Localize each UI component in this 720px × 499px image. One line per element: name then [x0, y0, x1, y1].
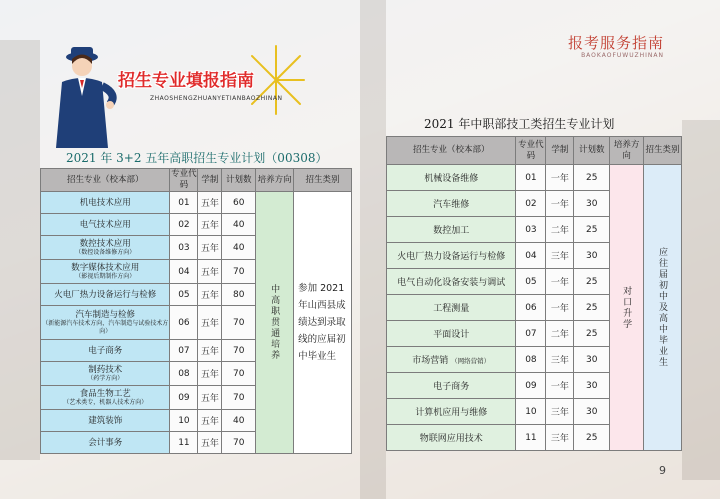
duration: 三年	[546, 347, 574, 373]
plan-count: 80	[222, 284, 256, 306]
background-building	[682, 120, 720, 480]
major-code: 03	[170, 236, 198, 260]
column-header: 招生专业（校本部）	[387, 137, 516, 165]
major-name	[41, 362, 170, 386]
major-name	[41, 306, 170, 340]
major-name-text: 数控技术应用	[79, 238, 131, 249]
column-header: 招生类别	[294, 169, 352, 192]
enrollment-category-text: 参加 2021 年山西县成绩达到录取线的应届初中毕业生	[298, 283, 346, 362]
firework-icon	[246, 42, 306, 118]
major-name: 机械设备维修	[387, 165, 516, 191]
major-code: 05	[516, 269, 546, 295]
major-name: 物联网应用技术	[387, 425, 516, 451]
right-table-title: 2021 年中职部技工类招生专业计划	[424, 117, 615, 131]
major-code: 07	[516, 321, 546, 347]
major-code: 04	[170, 260, 198, 284]
column-header: 专业代码	[171, 169, 197, 190]
banner-subtitle: ZHAOSHENGZHUANYETIANBAOZHINAN	[150, 95, 283, 102]
duration: 五年	[198, 236, 222, 260]
plan-count: 70	[222, 432, 256, 454]
banner-title: 招生专业填报指南	[118, 71, 254, 91]
plan-count: 70	[222, 362, 256, 386]
table-row	[41, 192, 352, 214]
duration: 一年	[546, 165, 574, 191]
major-code: 01	[516, 165, 546, 191]
major-name	[387, 347, 516, 373]
major-code: 11	[516, 425, 546, 451]
duration: 一年	[546, 269, 574, 295]
plan-count: 25	[574, 269, 610, 295]
major-name	[41, 236, 170, 260]
column-header: 计划数	[222, 169, 256, 192]
major-name: 电气自动化设备安装与调试	[387, 269, 516, 295]
page-number: 9	[659, 464, 666, 477]
major-name-text: 电气技术应用	[79, 219, 131, 230]
major-name-text: 食品生物工艺	[79, 388, 131, 399]
major-name-text: 汽车制造与检修	[75, 309, 135, 320]
column-header: 招生类别	[644, 137, 682, 165]
plan-count: 30	[574, 399, 610, 425]
major-direction-note: （药学方向）	[87, 374, 124, 382]
major-name: 平面设计	[387, 321, 516, 347]
enrollment-category-text: 应往届初中及高中毕业生	[657, 247, 668, 368]
training-direction	[610, 165, 644, 451]
major-direction-note: （影视后期制作方向）	[75, 272, 136, 280]
duration: 五年	[198, 432, 222, 454]
plan-count: 25	[574, 165, 610, 191]
major-code: 07	[170, 340, 198, 362]
major-name	[41, 386, 170, 410]
major-code: 02	[516, 191, 546, 217]
major-code: 06	[516, 295, 546, 321]
major-name: 汽车维修	[387, 191, 516, 217]
major-code: 09	[170, 386, 198, 410]
duration: 五年	[198, 192, 222, 214]
enrollment-category	[644, 165, 682, 451]
major-name-text: 电子商务	[88, 345, 123, 356]
major-code: 09	[516, 373, 546, 399]
major-direction-note: （数控设备维修方向）	[75, 248, 136, 256]
duration: 五年	[198, 340, 222, 362]
major-code: 10	[516, 399, 546, 425]
duration: 五年	[198, 362, 222, 386]
major-code: 01	[170, 192, 198, 214]
major-name-text: 建筑装饰	[88, 415, 123, 426]
duration: 五年	[198, 306, 222, 340]
major-name: 火电厂热力设备运行与检修	[387, 243, 516, 269]
major-code: 04	[516, 243, 546, 269]
major-name	[41, 192, 170, 214]
plan-count: 25	[574, 295, 610, 321]
major-name	[41, 284, 170, 306]
major-name-text: 会计事务	[88, 437, 123, 448]
plan-count: 25	[574, 321, 610, 347]
header-subtitle: BAOKAOFUWUZHINAN	[581, 52, 664, 59]
training-direction-text: 对口升学	[621, 285, 632, 330]
plan-count: 40	[222, 410, 256, 432]
duration: 五年	[198, 214, 222, 236]
major-name	[41, 260, 170, 284]
plan-count: 70	[222, 306, 256, 340]
duration: 五年	[198, 260, 222, 284]
major-code: 10	[170, 410, 198, 432]
major-name: 电子商务	[387, 373, 516, 399]
column-header: 培养方向	[610, 137, 644, 165]
plan-count: 30	[574, 347, 610, 373]
major-name	[41, 214, 170, 236]
major-name: 工程测量	[387, 295, 516, 321]
major-code: 02	[170, 214, 198, 236]
major-name-text: 数字媒体技术应用	[71, 262, 140, 273]
major-direction-note: （艺术类专，机器人技术方向）	[63, 398, 148, 406]
major-name: 计算机应用与维修	[387, 399, 516, 425]
duration: 三年	[546, 243, 574, 269]
stewardess-illustration	[44, 42, 124, 150]
duration: 一年	[546, 191, 574, 217]
duration: 二年	[546, 321, 574, 347]
plan-count: 30	[574, 373, 610, 399]
header-title: 报考服务指南	[567, 34, 664, 52]
major-name	[41, 410, 170, 432]
plan-count: 40	[222, 214, 256, 236]
duration: 二年	[546, 217, 574, 243]
duration: 五年	[198, 284, 222, 306]
duration: 五年	[198, 386, 222, 410]
major-name-text: 市场营销	[412, 356, 449, 366]
plan-count: 60	[222, 192, 256, 214]
plan-count: 70	[222, 260, 256, 284]
major-code: 08	[516, 347, 546, 373]
table-header-row	[387, 137, 682, 165]
background-building	[0, 40, 40, 460]
plan-count: 25	[574, 217, 610, 243]
major-name-text: 机电技术应用	[79, 197, 131, 208]
major-name-text: 制药技术	[88, 364, 123, 375]
major-code: 06	[170, 306, 198, 340]
column-header: 计划数	[574, 137, 610, 165]
duration: 五年	[198, 410, 222, 432]
background-building	[360, 0, 386, 499]
duration: 一年	[546, 295, 574, 321]
plan-count: 70	[222, 386, 256, 410]
plan-count: 70	[222, 340, 256, 362]
left-table-title: 2021 年 3+2 五年高职招生专业计划（00308）	[66, 151, 328, 165]
major-name-text: 火电厂热力设备运行与检修	[54, 289, 157, 300]
five-year-plan-table	[40, 168, 352, 454]
major-code: 11	[170, 432, 198, 454]
plan-count: 30	[574, 243, 610, 269]
training-direction	[256, 192, 294, 454]
major-name	[41, 340, 170, 362]
column-header: 学制	[546, 137, 574, 165]
duration: 三年	[546, 399, 574, 425]
column-header: 学制	[198, 169, 222, 192]
plan-count: 30	[574, 191, 610, 217]
column-header: 专业代码	[516, 137, 546, 165]
major-direction-note: （新能源汽车技术方向，汽车制造与试验技术方向）	[42, 319, 169, 335]
major-direction-note: （网络营销）	[451, 357, 491, 365]
major-code: 05	[170, 284, 198, 306]
training-direction-text: 中高职贯通培养	[269, 284, 280, 361]
major-name	[41, 432, 170, 454]
major-code: 03	[516, 217, 546, 243]
column-header: 培养方向	[256, 169, 294, 192]
plan-count: 40	[222, 236, 256, 260]
duration: 三年	[546, 425, 574, 451]
enrollment-category	[294, 192, 352, 454]
major-code: 08	[170, 362, 198, 386]
plan-count: 25	[574, 425, 610, 451]
table-header-row	[41, 169, 352, 192]
major-name: 数控加工	[387, 217, 516, 243]
table-row	[387, 165, 682, 191]
technical-plan-table	[386, 136, 682, 451]
duration: 一年	[546, 373, 574, 399]
column-header: 招生专业（校本部）	[41, 169, 170, 192]
